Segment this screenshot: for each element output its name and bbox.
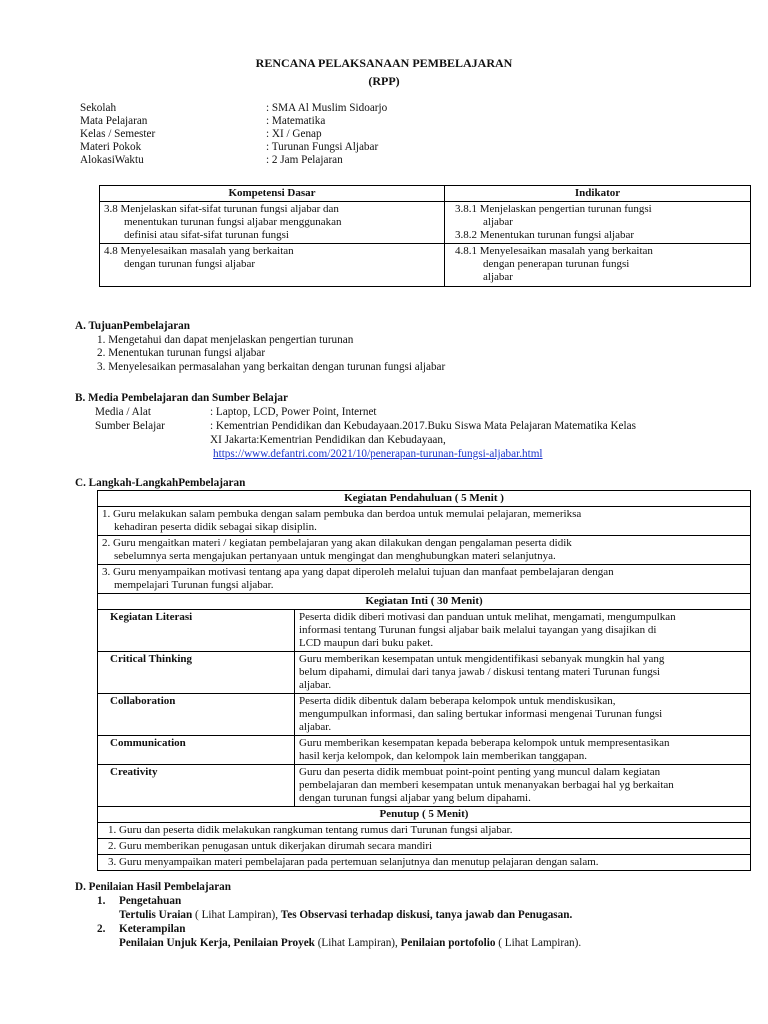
- kd-indicator-table: [99, 185, 751, 287]
- kd-text: dengan turunan fungsi aljabar: [124, 258, 256, 270]
- assessment-text: ( Lihat Lampiran).: [495, 937, 582, 949]
- core-activity-label: Critical Thinking: [98, 652, 295, 694]
- opening-step: [98, 507, 751, 536]
- step-text: kehadiran peserta didik sebagai sikap disiplin.: [114, 521, 317, 533]
- identity-value-subject: : Matematika: [266, 115, 326, 127]
- core-activity-label: Kegiatan Literasi: [98, 610, 295, 652]
- activity-text: dengan turunan fungsi aljabar yang belum dipahami.: [299, 792, 531, 804]
- indicator-cell: [445, 202, 751, 244]
- section-b-heading: B. Media Pembelajaran dan Sumber Belajar: [75, 392, 288, 404]
- indicator-text: 4.8.1 Menyelesaikan masalah yang berkaitan: [455, 245, 653, 257]
- kd-text: definisi atau sifat-sifat turunan fungsi: [124, 229, 289, 241]
- assessment-knowledge-line: [119, 909, 572, 922]
- table-row: [98, 694, 751, 736]
- source-link[interactable]: https://www.defantri.com/2021/10/penerapan-turunan-fungsi-aljabar.html: [213, 448, 543, 460]
- core-activity-desc: [295, 694, 751, 736]
- assessment-number: 2.: [97, 923, 106, 935]
- step-text: 3. Guru menyampaikan motivasi tentang apa yang dapat diperoleh melalui tujuan dan manfaat pembelajaran dengan: [102, 566, 614, 578]
- table-row: [98, 839, 751, 855]
- assessment-text: Penilaian Unjuk Kerja, Penilaian Proyek: [119, 937, 315, 949]
- activity-text: mengumpulkan informasi, dan saling bertukar informasi mengenai Turunan fungsi: [299, 708, 663, 720]
- opening-header: Kegiatan Pendahuluan ( 5 Menit ): [98, 491, 751, 507]
- list-item: 1. Mengetahui dan dapat menjelaskan pengertian turunan: [97, 334, 354, 346]
- source-label: Sumber Belajar: [95, 420, 165, 432]
- activity-text: belum dipahami, dimulai dari tanya jawab / diskusi tentang materi Turunan fungsi: [299, 666, 661, 678]
- step-text: 2. Guru mengaitkan materi / kegiatan pembelajaran yang akan dilakukan dengan pengalaman peserta didik: [102, 537, 572, 549]
- table-row: [98, 652, 751, 694]
- assessment-text: Tes Observasi terhadap diskusi, tanya jawab dan Penugasan.: [280, 909, 573, 921]
- kd-cell: [100, 244, 445, 287]
- core-activity-desc: [295, 765, 751, 807]
- closing-header: Penutup ( 5 Menit): [98, 807, 751, 823]
- list-item: 2. Menentukan turunan fungsi aljabar: [97, 347, 266, 359]
- core-activity-label: Collaboration: [98, 694, 295, 736]
- table-row: [98, 610, 751, 652]
- assessment-skills-line: [119, 937, 581, 950]
- opening-step: [98, 565, 751, 594]
- assessment-title-knowledge: Pengetahuan: [119, 895, 182, 907]
- activity-text: aljabar.: [299, 721, 332, 733]
- kd-text: 3.8 Menjelaskan sifat-sifat turunan fungsi aljabar dan: [104, 203, 339, 215]
- assessment-text: Penilaian portofolio: [400, 937, 496, 949]
- indicator-text: 3.8.2 Menentukan turunan fungsi aljabar: [455, 229, 635, 241]
- activity-text: LCD maupun dari buku paket.: [299, 637, 434, 649]
- source-value: : Kementrian Pendidikan dan Kebudayaan.2017.Buku Siswa Mata Pelajaran Matematika Kelas: [210, 420, 636, 432]
- document-subtitle: (RPP): [368, 74, 400, 88]
- opening-step: [98, 536, 751, 565]
- indicator-text: dengan penerapan turunan fungsi: [483, 258, 630, 270]
- table-row: [98, 536, 751, 565]
- table-row: [100, 244, 751, 287]
- identity-label-school: Sekolah: [80, 102, 117, 114]
- activity-text: Guru memberikan kesempatan untuk mengidentifikasi sebanyak mungkin hal yang: [299, 653, 665, 665]
- step-text: sebelumnya serta mengajukan pertanyaan untuk mengingat dan menghubungkan materi selanjutnya.: [114, 550, 556, 562]
- section-a-heading: A. TujuanPembelajaran: [75, 320, 190, 332]
- step-text: 1. Guru melakukan salam pembuka dengan salam pembuka dan berdoa untuk memulai pelajaran, memeriksa: [102, 508, 582, 520]
- indicator-text: 3.8.1 Menjelaskan pengertian turunan fungsi: [455, 203, 652, 215]
- assessment-number: 1.: [97, 895, 106, 907]
- assessment-title-skills: Keterampilan: [119, 923, 186, 935]
- table-row: [98, 765, 751, 807]
- activity-text: Peserta didik dibentuk dalam beberapa kelompok untuk mendiskusikan,: [299, 695, 616, 707]
- core-header: Kegiatan Inti ( 30 Menit): [98, 594, 751, 610]
- section-d-heading: D. Penilaian Hasil Pembelajaran: [75, 881, 231, 893]
- kd-cell: [100, 202, 445, 244]
- activity-text: hasil kerja kelompok, dan kelompok lain memberikan tanggapan.: [299, 750, 588, 762]
- closing-step: 3. Guru menyampaikan materi pembelajaran pada pertemuan selanjutnya dan menutup pelajaran dengan salam.: [98, 855, 751, 871]
- activity-text: Guru memberikan kesempatan kepada beberapa kelompok untuk mempresentasikan: [299, 737, 670, 749]
- core-activity-desc: [295, 652, 751, 694]
- assessment-text: (Lihat Lampiran),: [314, 937, 401, 949]
- assessment-text: Tertulis Uraian: [119, 909, 193, 921]
- core-activity-desc: [295, 736, 751, 765]
- kd-text: 4.8 Menyelesaikan masalah yang berkaitan: [104, 245, 294, 257]
- identity-value-class: : XI / Genap: [266, 128, 322, 140]
- table-row: [100, 202, 751, 244]
- source-value-cont: XI Jakarta:Kementrian Pendidikan dan Kebudayaan,: [210, 434, 446, 446]
- core-activity-label: Creativity: [98, 765, 295, 807]
- indicator-text: aljabar: [483, 271, 513, 283]
- table-row: [98, 855, 751, 871]
- identity-label-topic: Materi Pokok: [80, 141, 142, 153]
- core-activity-desc: [295, 610, 751, 652]
- identity-label-class: Kelas / Semester: [80, 128, 156, 140]
- document-title: RENCANA PELAKSANAAN PEMBELAJARAN: [255, 56, 513, 70]
- core-activity-label: Communication: [98, 736, 295, 765]
- list-item: 3. Menyelesaikan permasalahan yang berkaitan dengan turunan fungsi aljabar: [97, 361, 446, 373]
- activity-text: aljabar.: [299, 679, 332, 691]
- table-row: [98, 736, 751, 765]
- activity-text: Guru dan peserta didik membuat point-point penting yang muncul dalam kegiatan: [299, 766, 661, 778]
- activity-text: informasi tentang Turunan fungsi aljabar baik melalui tayangan yang disajikan di: [299, 624, 657, 636]
- step-text: mempelajari Turunan fungsi aljabar.: [114, 579, 274, 591]
- activity-text: pembelajaran dan memberi kesempatan untuk menanyakan berbagai hal yg berkaitan: [299, 779, 674, 791]
- identity-value-school: : SMA Al Muslim Sidoarjo: [266, 102, 388, 114]
- media-label: Media / Alat: [95, 406, 151, 418]
- closing-step: 2. Guru memberikan penugasan untuk dikerjakan dirumah secara mandiri: [98, 839, 751, 855]
- identity-value-topic: : Turunan Fungsi Aljabar: [266, 141, 379, 153]
- table-row: [98, 565, 751, 594]
- indicator-cell: [445, 244, 751, 287]
- indicator-header: Indikator: [445, 186, 751, 202]
- identity-label-subject: Mata Pelajaran: [80, 115, 148, 127]
- identity-value-time: : 2 Jam Pelajaran: [266, 154, 343, 166]
- identity-label-time: AlokasiWaktu: [80, 154, 144, 166]
- kd-header: Kompetensi Dasar: [100, 186, 445, 202]
- media-value: : Laptop, LCD, Power Point, Internet: [210, 406, 377, 418]
- kd-text: menentukan turunan fungsi aljabar menggunakan: [124, 216, 342, 228]
- table-row: [98, 507, 751, 536]
- closing-step: 1. Guru dan peserta didik melakukan rangkuman tentang rumus dari Turunan fungsi aljabar.: [98, 823, 751, 839]
- learning-steps-table: [97, 490, 751, 871]
- section-c-heading: C. Langkah-LangkahPembelajaran: [75, 477, 246, 489]
- assessment-text: ( Lihat Lampiran),: [192, 909, 281, 921]
- table-row: [98, 823, 751, 839]
- activity-text: Peserta didik diberi motivasi dan panduan untuk melihat, mengamati, mengumpulkan: [299, 611, 676, 623]
- indicator-text: aljabar: [483, 216, 513, 228]
